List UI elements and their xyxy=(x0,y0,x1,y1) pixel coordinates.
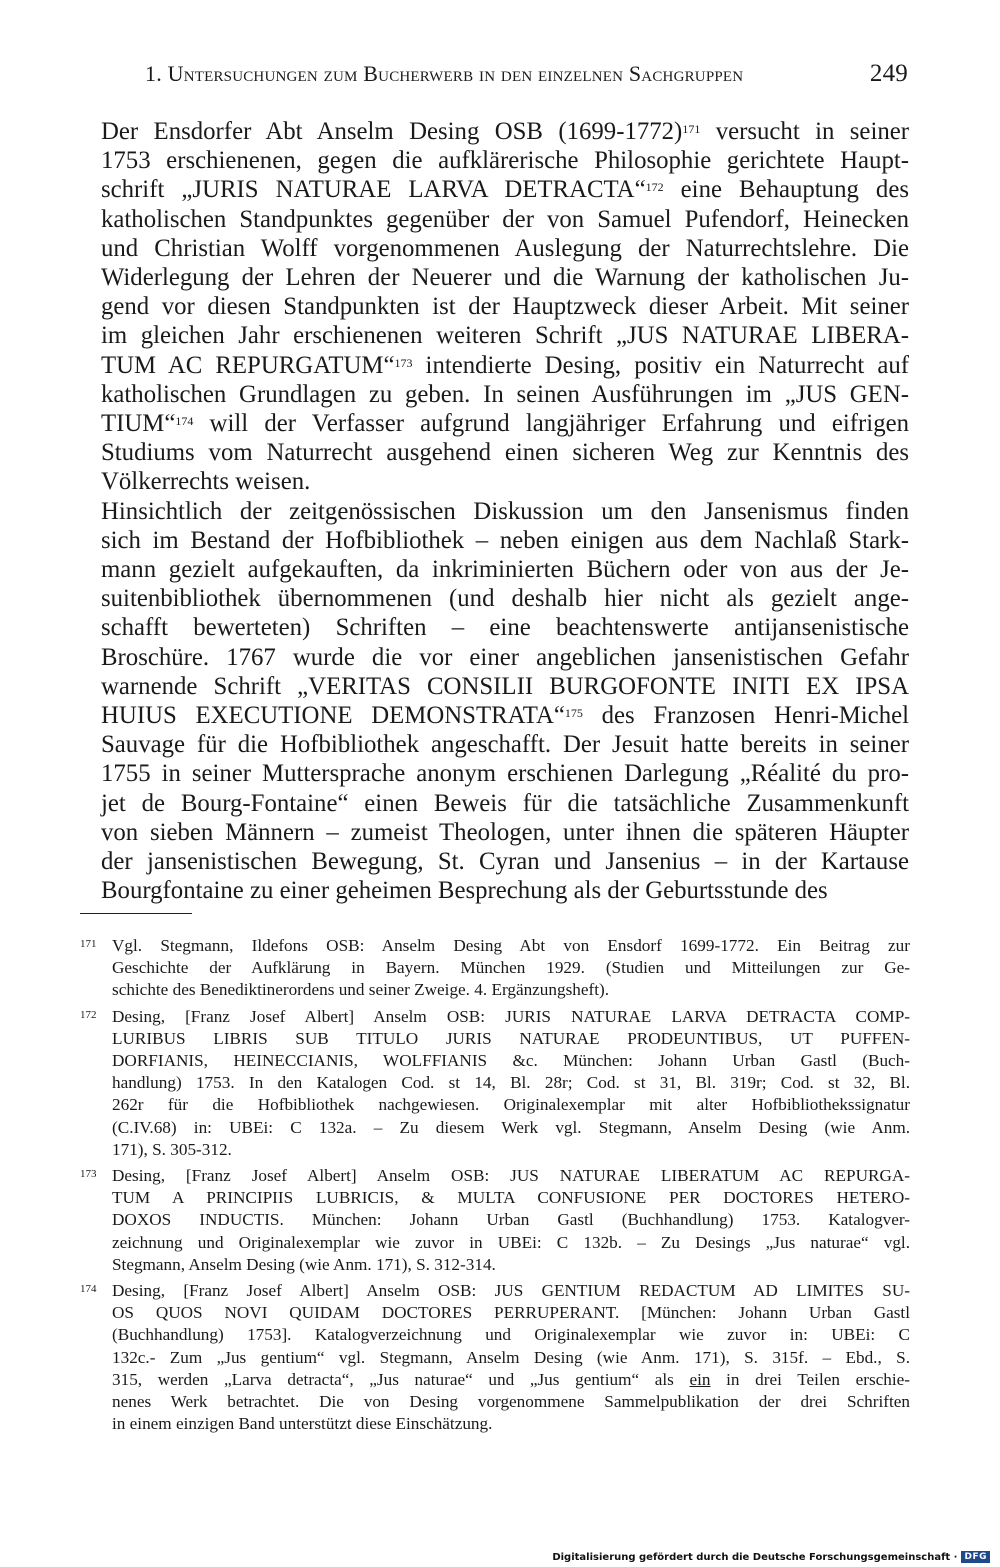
footnote-line: 132c.- Zum „Jus gentium“ vgl. Stegmann, Anselm Desing (wie Anm. 171), S. 315f. – Ebd., S. xyxy=(112,1347,910,1367)
footnote xyxy=(80,1006,910,1161)
text-line: Bourgfontaine zu einer geheimen Besprechung als der Geburtsstunde des xyxy=(101,877,828,905)
text-line: Widerlegung der Lehren der Neuerer und die Warnung der katholischen Ju- xyxy=(101,264,909,292)
footnote-line: LURIBUS LIBRIS SUB TITULO JURIS NATURAE PRODEUNTIBUS, UT PUFFEN- xyxy=(112,1028,910,1048)
footnote-line: Geschichte der Aufklärung in Bayern. München 1929. (Studien und Mitteilungen zur Ge- xyxy=(112,958,910,978)
dfg-logo: DFG xyxy=(961,1551,990,1563)
footnote-number: 172 xyxy=(80,1008,97,1021)
text-line: der jansenistischen Bewegung, St. Cyran und Jansenius – in der Kartause xyxy=(101,848,909,876)
text-line: mann gezielt aufgekauften, da inkriminierten Büchern oder von aus der Je- xyxy=(101,556,909,584)
text-line: Broschüre. 1767 wurde die vor einer angeblichen jansenistischen Gefahr xyxy=(101,643,909,671)
page-number: 249 xyxy=(869,60,908,87)
text-line: suitenbibliothek übernommenen (und deshalb hier nicht als gezielt ange- xyxy=(101,585,909,613)
text-line: katholischen Grundlagen zu geben. In seinen Ausführungen im „JUS GEN- xyxy=(101,380,909,408)
footnote-line: TUM A PRINCIPIIS LUBRICIS, & MULTA CONFUSIONE PER DOCTORES HETERO- xyxy=(112,1188,910,1208)
footnote-ref[interactable]: 173 xyxy=(394,355,413,370)
text-line: Der Ensdorfer Abt Anselm Desing OSB (1699-1772)$^{171}$ versucht in seiner xyxy=(101,118,909,145)
footnote-line: 262r für die Hofbibliothek nachgewiesen. Originalexemplar mit alter Hofbibliothekssignatur xyxy=(112,1095,910,1115)
footnote-line: DORFIANIS, HEINECCIANIS, WOLFFIANIS &c. München: Johann Urban Gastl (Buch- xyxy=(112,1051,910,1071)
text-line: sich im Bestand der Hofbibliothek – neben einigen aus dem Nachlaß Stark- xyxy=(101,526,909,554)
dfg-credit xyxy=(552,1551,990,1563)
footnote xyxy=(80,1165,910,1276)
footnote-ref[interactable]: 174 xyxy=(175,414,194,429)
main-text xyxy=(79,117,909,905)
footnote-line: Desing, [Franz Josef Albert] Anselm OSB: JURIS NATURAE LARVA DETRACTA COMP- xyxy=(112,1006,910,1026)
text-line: TUM AC REPURGATUM“$^{173}$ intendierte Desing, positiv ein Naturrecht auf xyxy=(101,351,909,379)
footnote-ref[interactable]: 172 xyxy=(645,180,664,195)
footnote-line: handlung) 1753. In den Katalogen Cod. st 14, Bl. 28r; Cod. st 31, Bl. 319r; Cod. st 32, Bl. xyxy=(112,1073,910,1093)
footnote-number: 171 xyxy=(80,938,97,950)
text-line: TIUM“$^{174}$ will der Verfasser aufgrund langjähriger Erfahrung und eifrigen xyxy=(101,410,909,438)
footnote-line: Desing, [Franz Josef Albert] Anselm OSB: JUS GENTIUM REDACTUM AD LIMITES SU- xyxy=(112,1281,910,1301)
footnote-line: Desing, [Franz Josef Albert] Anselm OSB: JUS NATURAE LIBERATUM AC REPURGA- xyxy=(112,1166,910,1186)
text-line: warnende Schrift „VERITAS CONSILII BURGOFONTE INITI EX IPSA xyxy=(101,672,909,700)
footnote-ref[interactable]: 171 xyxy=(682,122,701,136)
footnote-number: 173 xyxy=(80,1168,97,1181)
footnote-line: (C.IV.68) in: UBEi: C 132a. – Zu diesem Werk vgl. Stegmann, Anselm Desing (wie Anm. xyxy=(112,1117,910,1137)
text-line: schrift „JURIS NATURAE LARVA DETRACTA“$^{172}$ eine Behauptung des xyxy=(101,176,909,204)
footnote-line: OS QUOS NOVI QUIDAM DOCTORES PERRUPERANT. [München: Johann Urban Gastl xyxy=(112,1303,910,1323)
footnote-line: schichte des Benediktinerordens und seiner Zweige. 4. Ergänzungsheft). xyxy=(112,980,610,1000)
paragraph-desing xyxy=(79,117,909,497)
footnote-line: DOXOS INDUCTIS. München: Johann Urban Gastl (Buchhandlung) 1753. Katalogver- xyxy=(112,1210,910,1230)
footnote-line: zeichnung und Originalexemplar wie zuvor in UBEi: C 132b. – Zu Desings „Jus naturae“ vgl. xyxy=(112,1232,910,1252)
text-line: Hinsichtlich der zeitgenössischen Diskussion um den Jansenismus finden xyxy=(101,497,909,525)
text-line: 1753 erschienenen, gegen die aufklärerische Philosophie gerichtete Haupt- xyxy=(101,147,909,175)
footnote-line: nenes Werk betrachtet. Die von Desing vorgenommene Sammelpublikation der drei Schriften xyxy=(112,1392,910,1412)
text-line: katholischen Standpunktes gegenüber der von Samuel Pufendorf, Heinecken xyxy=(101,205,909,233)
text-line: Studiums vom Naturrecht ausgehend einen sicheren Weg zur Kenntnis des xyxy=(101,439,909,467)
footnote-ref[interactable]: 175 xyxy=(564,706,583,721)
text-line: 1755 in seiner Muttersprache anonym erschienen Darlegung „Réalité du pro- xyxy=(101,760,909,788)
text-line: von sieben Männern – zumeist Theologen, unter ihnen die späteren Häupter xyxy=(101,818,909,846)
running-header xyxy=(145,60,908,88)
footnote xyxy=(80,1280,910,1435)
text-line: Völkerrechts weisen. xyxy=(101,468,311,496)
footnote-line: 171), S. 305-312. xyxy=(112,1139,232,1159)
paragraph-jansenismus xyxy=(79,497,909,906)
footnote xyxy=(80,935,910,1002)
footnote-line: Stegmann, Anselm Desing (wie Anm. 171), S. 312-314. xyxy=(112,1254,496,1274)
footnote-line: in einem einzigen Band unterstützt diese Einschätzung. xyxy=(112,1414,493,1434)
text-line: gend vor diesen Standpunkten ist der Hauptzweck dieser Arbeit. Mit seiner xyxy=(101,293,909,321)
text-line: schafft bewerteten) Schriften – eine beachtenswerte antijansenistische xyxy=(101,614,909,642)
footnote-separator xyxy=(80,913,192,914)
running-title: 1. Untersuchungen zum Bucherwerb in den einzelnen Sachgruppen xyxy=(145,61,744,86)
footnote-number: 174 xyxy=(80,1283,97,1296)
text-line: jet de Bourg-Fontaine“ einen Beweis für die tatsächliche Zusammenkunft xyxy=(101,789,909,817)
footnote-line: (Buchhandlung) 1753]. Katalogverzeichnung und Originalexemplar wie zuvor in: UBEi: C xyxy=(112,1325,910,1345)
text-line: HUIUS EXECUTIONE DEMONSTRATA“$^{175}$ des Franzosen Henri-Michel xyxy=(101,702,909,730)
text-line: Sauvage für die Hofbibliothek angeschafft. Der Jesuit hatte bereits in seiner xyxy=(101,731,909,759)
footnotes xyxy=(80,935,910,1439)
footnote-line: Vgl. Stegmann, Ildefons OSB: Anselm Desing Abt von Ensdorf 1699-1772. Ein Beitrag zur xyxy=(112,936,910,955)
credit-text: Digitalisierung gefördert durch die Deutsche Forschungsgemeinschaft · xyxy=(552,1551,958,1563)
footnote-line: 315, werden „Larva detracta“, „Jus naturae“ und „Jus gentium“ als ein in drei Teilen erschie- xyxy=(112,1369,911,1389)
text-line: und Christian Wolff vorgenommenen Auslegung der Naturrechtslehre. Die xyxy=(101,234,909,262)
text-line: im gleichen Jahr erschienenen weiteren Schrift „JUS NATURAE LIBERA- xyxy=(101,322,909,350)
